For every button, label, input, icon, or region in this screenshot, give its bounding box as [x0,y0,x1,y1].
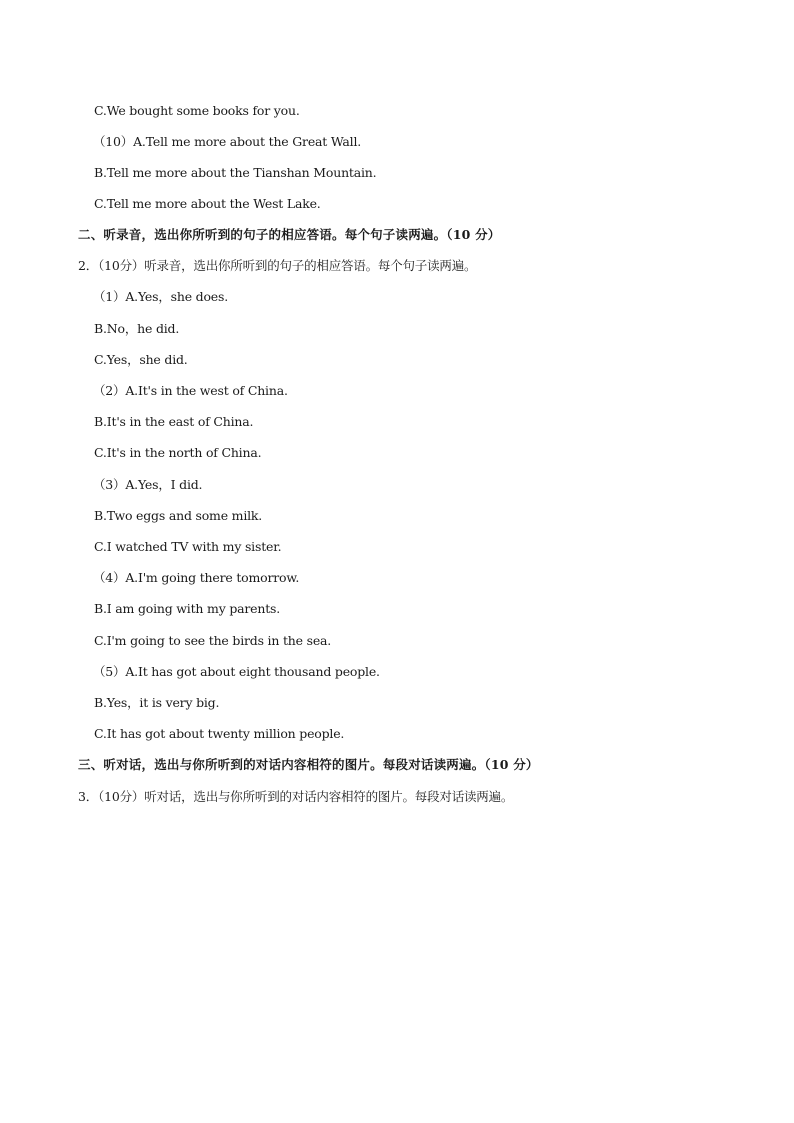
option-3-a: （3）A.Yes，I did. [93,477,203,492]
option-1-a: （1）A.Yes，she does. [93,289,228,304]
option-1-c: C.Yes，she did. [94,352,188,367]
option-4-b: B.I am going with my parents. [94,601,281,616]
section-heading-2: 二、听录音，选出你所听到的句子的相应答语。每个句子读两遍。（10 分） [78,227,501,242]
option-3-b: B.Two eggs and some milk. [94,508,263,523]
question-2-prompt: 2．（10分）听录音，选出你所听到的句子的相应答语。每个句子读两遍。 [78,258,477,273]
section-heading-3: 三、听对话，选出与你所听到的对话内容相符的图片。每段对话读两遍。（10 分） [78,757,539,772]
option-3-c: C.I watched TV with my sister. [94,539,282,554]
option-5-b: B.Yes，it is very big. [94,695,220,710]
option-2-c: C.It's in the north of China. [94,445,262,460]
option-1-b: B.No，he did. [94,321,180,336]
option-10-c2: C.Tell me more about the West Lake. [94,196,321,211]
option-2-a: （2）A.It's in the west of China. [93,383,288,398]
option-2-b: B.It's in the east of China. [94,414,254,429]
option-10-a: （10）A.Tell me more about the Great Wall. [93,134,362,149]
option-5-a: （5）A.It has got about eight thousand people. [93,664,380,679]
option-4-a: （4）A.I'm going there tomorrow. [93,570,300,585]
option-10-c: C.We bought some books for you. [94,103,300,118]
question-3-prompt: 3．（10分）听对话，选出与你所听到的对话内容相符的图片。每段对话读两遍。 [78,789,514,804]
option-5-c: C.It has got about twenty million people. [94,726,345,741]
option-10-b: B.Tell me more about the Tianshan Mountain. [94,165,377,180]
option-4-c: C.I'm going to see the birds in the sea. [94,633,332,648]
